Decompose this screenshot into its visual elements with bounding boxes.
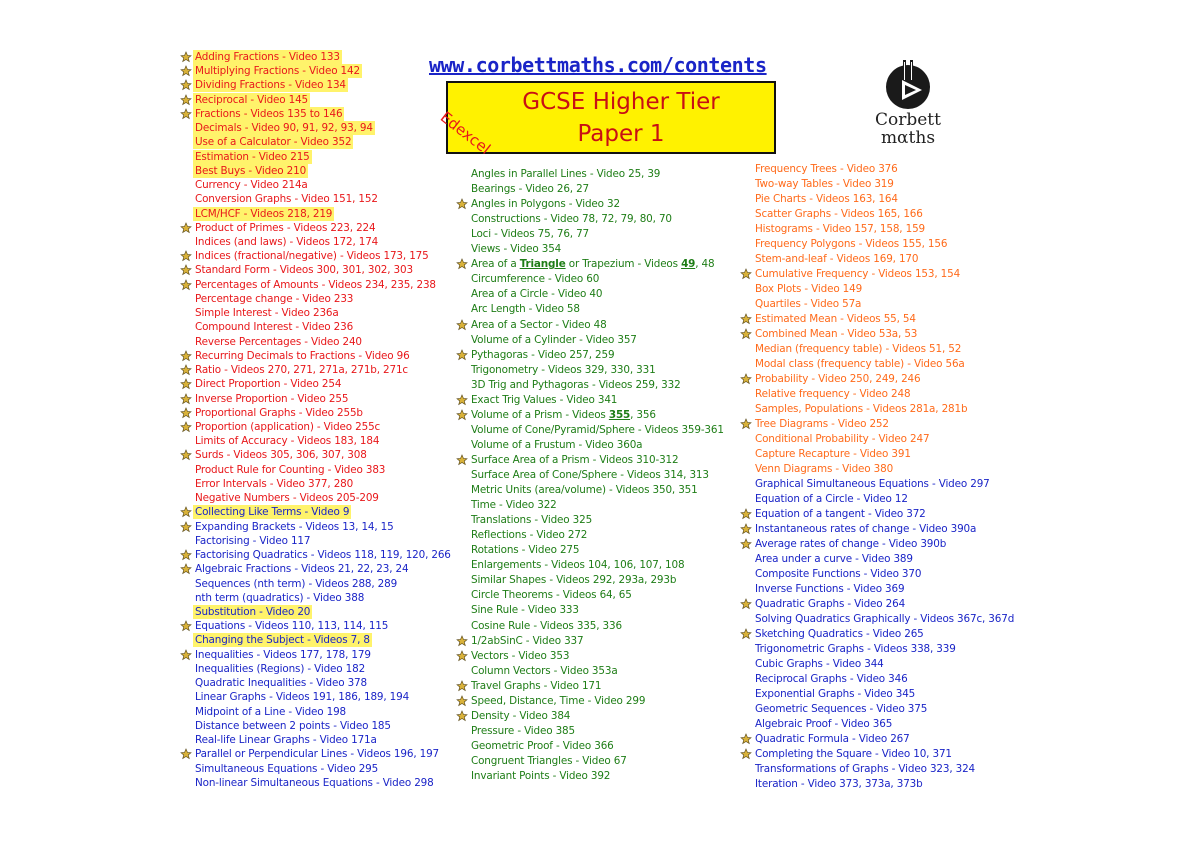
star-icon (180, 393, 192, 405)
topic-label: Fractions - Videos 135 to 146 (195, 107, 343, 120)
topic-label: Reverse Percentages - Video 240 (195, 335, 362, 348)
star-icon (456, 650, 468, 662)
underlined-video-number: Triangle (519, 258, 566, 271)
topic-label: Real-life Linear Graphs - Video 171a (195, 734, 377, 747)
topic-label: Proportion (application) - Video 255c (195, 420, 381, 433)
topic-label: Surface Area of a Prism - Videos 310-312 (471, 453, 679, 466)
underlined-video-number: 49 (681, 258, 696, 271)
topic-label: Limits of Accuracy - Videos 183, 184 (195, 435, 380, 448)
topic-label: Currency - Video 214a (195, 179, 308, 192)
topic-label: Median (frequency table) - Videos 51, 52 (755, 343, 962, 355)
topic-label: 3D Trig and Pythagoras - Videos 259, 332 (471, 378, 681, 391)
topic-label: Volume of a Frustum - Video 360a (471, 438, 643, 451)
star-icon (180, 506, 192, 518)
topic-label: Compound Interest - Video 236 (195, 321, 354, 334)
star-icon (180, 378, 192, 390)
star-icon (740, 733, 752, 745)
topic-label: Algebraic Fractions - Videos 21, 22, 23, 24 (195, 563, 409, 576)
star-icon (180, 250, 192, 262)
topic-label: Travel Graphs - Video 171 (471, 679, 602, 692)
star-icon (180, 264, 192, 276)
star-icon (456, 394, 468, 406)
topic-label: Stem-and-leaf - Videos 169, 170 (755, 253, 919, 265)
star-icon (740, 523, 752, 535)
topic-label: Non-linear Simultaneous Equations - Video 298 (195, 776, 434, 789)
star-icon (180, 51, 192, 63)
topic-label: Volume of a Cylinder - Video 357 (471, 333, 637, 346)
topic-label: Factorising Quadratics - Videos 118, 119, 120, 266 (195, 549, 451, 562)
star-icon (456, 710, 468, 722)
topic-label: Standard Form - Videos 300, 301, 302, 303 (195, 264, 413, 277)
topic-label: Substitution - Video 20 (195, 605, 311, 618)
topic-label: Surface Area of Cone/Sphere - Videos 314, 313 (471, 469, 709, 481)
topic-label: Cosine Rule - Videos 335, 336 (471, 619, 622, 632)
topic-label: Angles in Parallel Lines - Video 25, 39 (471, 168, 661, 180)
star-icon (740, 418, 752, 430)
topic-label: Probability - Video 250, 249, 246 (755, 373, 921, 385)
topic-label: Trigonometry - Videos 329, 330, 331 (471, 363, 656, 376)
star-icon (180, 421, 192, 433)
title-box (446, 81, 776, 154)
topic-label: Translations - Video 325 (471, 514, 593, 527)
topic-label: Invariant Points - Video 392 (471, 770, 611, 782)
topic-label: Inequalities - Videos 177, 178, 179 (195, 648, 371, 661)
star-icon (456, 635, 468, 647)
topic-label: Indices (fractional/negative) - Videos 173, 175 (195, 250, 429, 263)
topic-label: Inverse Functions - Video 369 (755, 583, 905, 595)
topic-label: Linear Graphs - Videos 191, 186, 189, 194 (195, 691, 410, 704)
star-icon (740, 508, 752, 520)
topic-label: Histograms - Video 157, 158, 159 (755, 223, 925, 235)
topic-label: Exponential Graphs - Video 345 (755, 688, 916, 700)
topic-label: Equation of a tangent - Video 372 (755, 508, 926, 520)
topic-label: Geometric Sequences - Video 375 (755, 703, 928, 715)
topic-label: Inequalities (Regions) - Video 182 (195, 662, 366, 675)
star-icon (740, 313, 752, 325)
topic-label: Enlargements - Videos 104, 106, 107, 108 (471, 559, 685, 572)
star-icon (456, 454, 468, 466)
topic-label: Samples, Populations - Videos 281a, 281b (755, 403, 968, 415)
topic-label: Estimation - Video 215 (195, 150, 310, 163)
star-icon (740, 598, 752, 610)
topic-label: Time - Video 322 (471, 499, 557, 512)
topic-label (469, 408, 658, 422)
topic-label: Direct Proportion - Video 254 (195, 378, 342, 391)
topic-label-part: or Trapezium - Videos (565, 258, 682, 271)
topic-label: Changing the Subject - Videos 7, 8 (195, 634, 370, 647)
topic-label: Views - Video 354 (471, 243, 562, 256)
topic-label: Negative Numbers - Videos 205-209 (195, 492, 379, 505)
topic-label: Area of a Circle - Video 40 (471, 288, 603, 301)
star-icon (180, 407, 192, 419)
topic-label: Indices (and laws) - Videos 172, 174 (195, 235, 379, 248)
star-icon (180, 649, 192, 661)
topic-label: Circle Theorems - Videos 64, 65 (471, 589, 632, 602)
topic-label: Combined Mean - Video 53a, 53 (755, 328, 918, 340)
star-icon (456, 349, 468, 361)
topic-label: Inverse Proportion - Video 255 (195, 392, 349, 405)
star-icon (740, 538, 752, 550)
star-icon (456, 319, 468, 331)
topic-label: Capture Recapture - Video 391 (755, 448, 911, 460)
star-icon (180, 620, 192, 632)
topic-label: nth term (quadratics) - Video 388 (195, 591, 365, 604)
topic-label: Similar Shapes - Videos 292, 293a, 293b (471, 574, 677, 587)
topic-label: Surds - Videos 305, 306, 307, 308 (195, 449, 367, 462)
topic-label: Loci - Videos 75, 76, 77 (471, 228, 590, 241)
topic-label: 1/2abSinC - Video 337 (471, 634, 584, 647)
star-icon (740, 373, 752, 385)
topic-label: Pythagoras - Video 257, 259 (471, 348, 615, 361)
title-line-2: Paper 1 (577, 121, 665, 147)
topic-label: Pie Charts - Videos 163, 164 (755, 193, 898, 205)
topic-label: Trigonometric Graphs - Videos 338, 339 (755, 643, 956, 655)
topic-label: Sequences (nth term) - Videos 288, 289 (195, 577, 398, 590)
topic-label: Percentages of Amounts - Videos 234, 235, 238 (195, 278, 436, 291)
topic-label: Geometric Proof - Video 366 (471, 739, 614, 752)
topic-label: Expanding Brackets - Videos 13, 14, 15 (195, 520, 394, 533)
topic-label: Relative frequency - Video 248 (755, 388, 911, 400)
topic-label: Modal class (frequency table) - Video 56a (755, 358, 965, 370)
topic-label: Product of Primes - Videos 223, 224 (195, 221, 376, 234)
logo-text-maths: mαths (880, 128, 936, 148)
topic-label: Parallel or Perpendicular Lines - Videos 196, 197 (195, 748, 440, 761)
topic-label: Average rates of change - Video 390b (755, 538, 947, 550)
star-icon (180, 549, 192, 561)
topic-label: Exact Trig Values - Video 341 (471, 393, 618, 406)
topic-label: Reciprocal Graphs - Video 346 (755, 673, 908, 685)
topic-label: Dividing Fractions - Video 134 (195, 79, 346, 92)
topic-label: Venn Diagrams - Video 380 (755, 463, 894, 475)
topic-label: Two-way Tables - Video 319 (755, 178, 894, 190)
topic-label-part: , 48 (695, 258, 715, 271)
star-icon (740, 748, 752, 760)
topic-label: Congruent Triangles - Video 67 (471, 754, 627, 767)
star-icon (180, 350, 192, 362)
topic-label: Product Rule for Counting - Video 383 (195, 463, 386, 476)
star-icon (180, 108, 192, 120)
star-icon (740, 328, 752, 340)
star-icon (180, 94, 192, 106)
topic-label: Quadratic Inequalities - Video 378 (195, 677, 367, 690)
topic-label: Rotations - Video 275 (471, 544, 580, 557)
star-icon (180, 79, 192, 91)
topic-label: Arc Length - Video 58 (471, 303, 580, 316)
exam-board-label: Edexcel (436, 108, 494, 159)
topic-label: Percentage change - Video 233 (195, 292, 354, 305)
star-icon (180, 364, 192, 376)
topic-label: Reflections - Video 272 (471, 529, 588, 542)
topic-label: Ratio - Videos 270, 271, 271a, 271b, 271c (195, 364, 408, 377)
topic-label-part: Area of a (471, 258, 520, 271)
topic-label: Multiplying Fractions - Video 142 (195, 65, 360, 78)
topic-label: Transformations of Graphs - Video 323, 324 (755, 763, 976, 775)
topic-label: Sketching Quadratics - Video 265 (755, 628, 924, 640)
topic-label: Quartiles - Video 57a (755, 298, 862, 310)
topic-label: Instantaneous rates of change - Video 390a (755, 523, 977, 535)
topic-label: Cubic Graphs - Video 344 (755, 658, 884, 670)
topic-label-part: Volume of a Prism - Videos (471, 408, 609, 421)
topic-label: Adding Fractions - Video 133 (195, 51, 340, 63)
topic-label: Cumulative Frequency - Videos 153, 154 (755, 268, 961, 280)
star-icon (180, 279, 192, 291)
star-icon (180, 521, 192, 533)
topic-label: Proportional Graphs - Video 255b (195, 406, 363, 419)
topic-label: Decimals - Video 90, 91, 92, 93, 94 (195, 122, 373, 135)
star-icon (180, 222, 192, 234)
logo-text-corbett: Corbett (875, 110, 941, 130)
topic-label: Equations - Videos 110, 113, 114, 115 (195, 620, 389, 633)
topic-label: Pressure - Video 385 (471, 724, 575, 737)
topic-label: Constructions - Video 78, 72, 79, 80, 70 (471, 213, 672, 226)
contents-url-link[interactable]: www.corbettmaths.com/contents (429, 53, 767, 77)
topic-label: Column Vectors - Video 353a (471, 664, 618, 677)
topic-label: Angles in Polygons - Video 32 (471, 198, 620, 211)
star-icon (456, 680, 468, 692)
topic-label: Reciprocal - Video 145 (195, 93, 309, 106)
topic-label: Iteration - Video 373, 373a, 373b (755, 778, 923, 790)
topic-label: Density - Video 384 (471, 709, 571, 722)
topic-label: Tree Diagrams - Video 252 (755, 418, 889, 430)
topic-label: Area under a curve - Video 389 (755, 553, 913, 565)
topic-label: Graphical Simultaneous Equations - Video 297 (755, 478, 990, 490)
topic-label: Simple Interest - Video 236a (195, 307, 339, 320)
topic-label: Volume of Cone/Pyramid/Sphere - Videos 359-361 (471, 423, 724, 436)
star-icon (740, 628, 752, 640)
topic-label: Solving Quadratics Graphically - Videos 367c, 367d (755, 613, 1015, 625)
topic-label: Quadratic Formula - Video 267 (755, 733, 910, 745)
topic-label: Metric Units (area/volume) - Videos 350, 351 (471, 484, 698, 497)
star-icon (456, 409, 468, 421)
topic-label: Box Plots - Video 149 (755, 283, 863, 295)
star-icon (456, 198, 468, 210)
title-line-1: GCSE Higher Tier (522, 89, 720, 115)
topic-label: Conversion Graphs - Video 151, 152 (195, 193, 378, 206)
topic-label: Speed, Distance, Time - Video 299 (471, 694, 646, 707)
topic-label: Recurring Decimals to Fractions - Video 96 (195, 349, 410, 362)
topic-label-part: , 356 (630, 408, 656, 421)
topic-label: Sine Rule - Video 333 (471, 604, 579, 617)
topic-label: LCM/HCF - Videos 218, 219 (195, 207, 333, 220)
star-icon (180, 65, 192, 77)
topic-label: Distance between 2 points - Video 185 (195, 719, 391, 732)
topic-label: Midpoint of a Line - Video 198 (195, 705, 346, 718)
topic-label: Frequency Trees - Video 376 (755, 163, 898, 175)
topic-label: Algebraic Proof - Video 365 (755, 718, 893, 730)
topic-label (469, 257, 716, 271)
star-icon (456, 695, 468, 707)
star-icon (180, 563, 192, 575)
underlined-video-number: 355 (608, 408, 631, 421)
topic-label: Estimated Mean - Videos 55, 54 (755, 313, 916, 325)
topic-label: Scatter Graphs - Videos 165, 166 (755, 208, 923, 220)
topic-label: Error Intervals - Video 377, 280 (195, 477, 354, 490)
topic-label: Conditional Probability - Video 247 (755, 433, 930, 445)
logo-emblem-icon (858, 60, 958, 110)
topic-label: Area of a Sector - Video 48 (471, 318, 607, 331)
topic-label: Completing the Square - Video 10, 371 (755, 748, 952, 760)
corbettmaths-logo (858, 60, 958, 150)
topic-label: Use of a Calculator - Video 352 (195, 136, 352, 149)
topic-label: Equation of a Circle - Video 12 (755, 493, 908, 505)
topic-label: Frequency Polygons - Videos 155, 156 (755, 238, 948, 250)
topic-label: Simultaneous Equations - Video 295 (195, 762, 379, 775)
topic-label: Quadratic Graphs - Video 264 (755, 598, 906, 610)
topic-label: Best Buys - Video 210 (195, 164, 307, 177)
topic-label: Bearings - Video 26, 27 (471, 183, 590, 196)
star-icon (180, 748, 192, 760)
topic-label: Factorising - Video 117 (195, 534, 311, 547)
topic-label: Collecting Like Terms - Video 9 (195, 506, 350, 519)
topic-label: Circumference - Video 60 (471, 273, 600, 286)
topic-label: Composite Functions - Video 370 (755, 568, 922, 580)
star-icon (180, 449, 192, 461)
star-icon (740, 268, 752, 280)
star-icon (456, 258, 468, 270)
topic-label: Vectors - Video 353 (471, 649, 570, 662)
